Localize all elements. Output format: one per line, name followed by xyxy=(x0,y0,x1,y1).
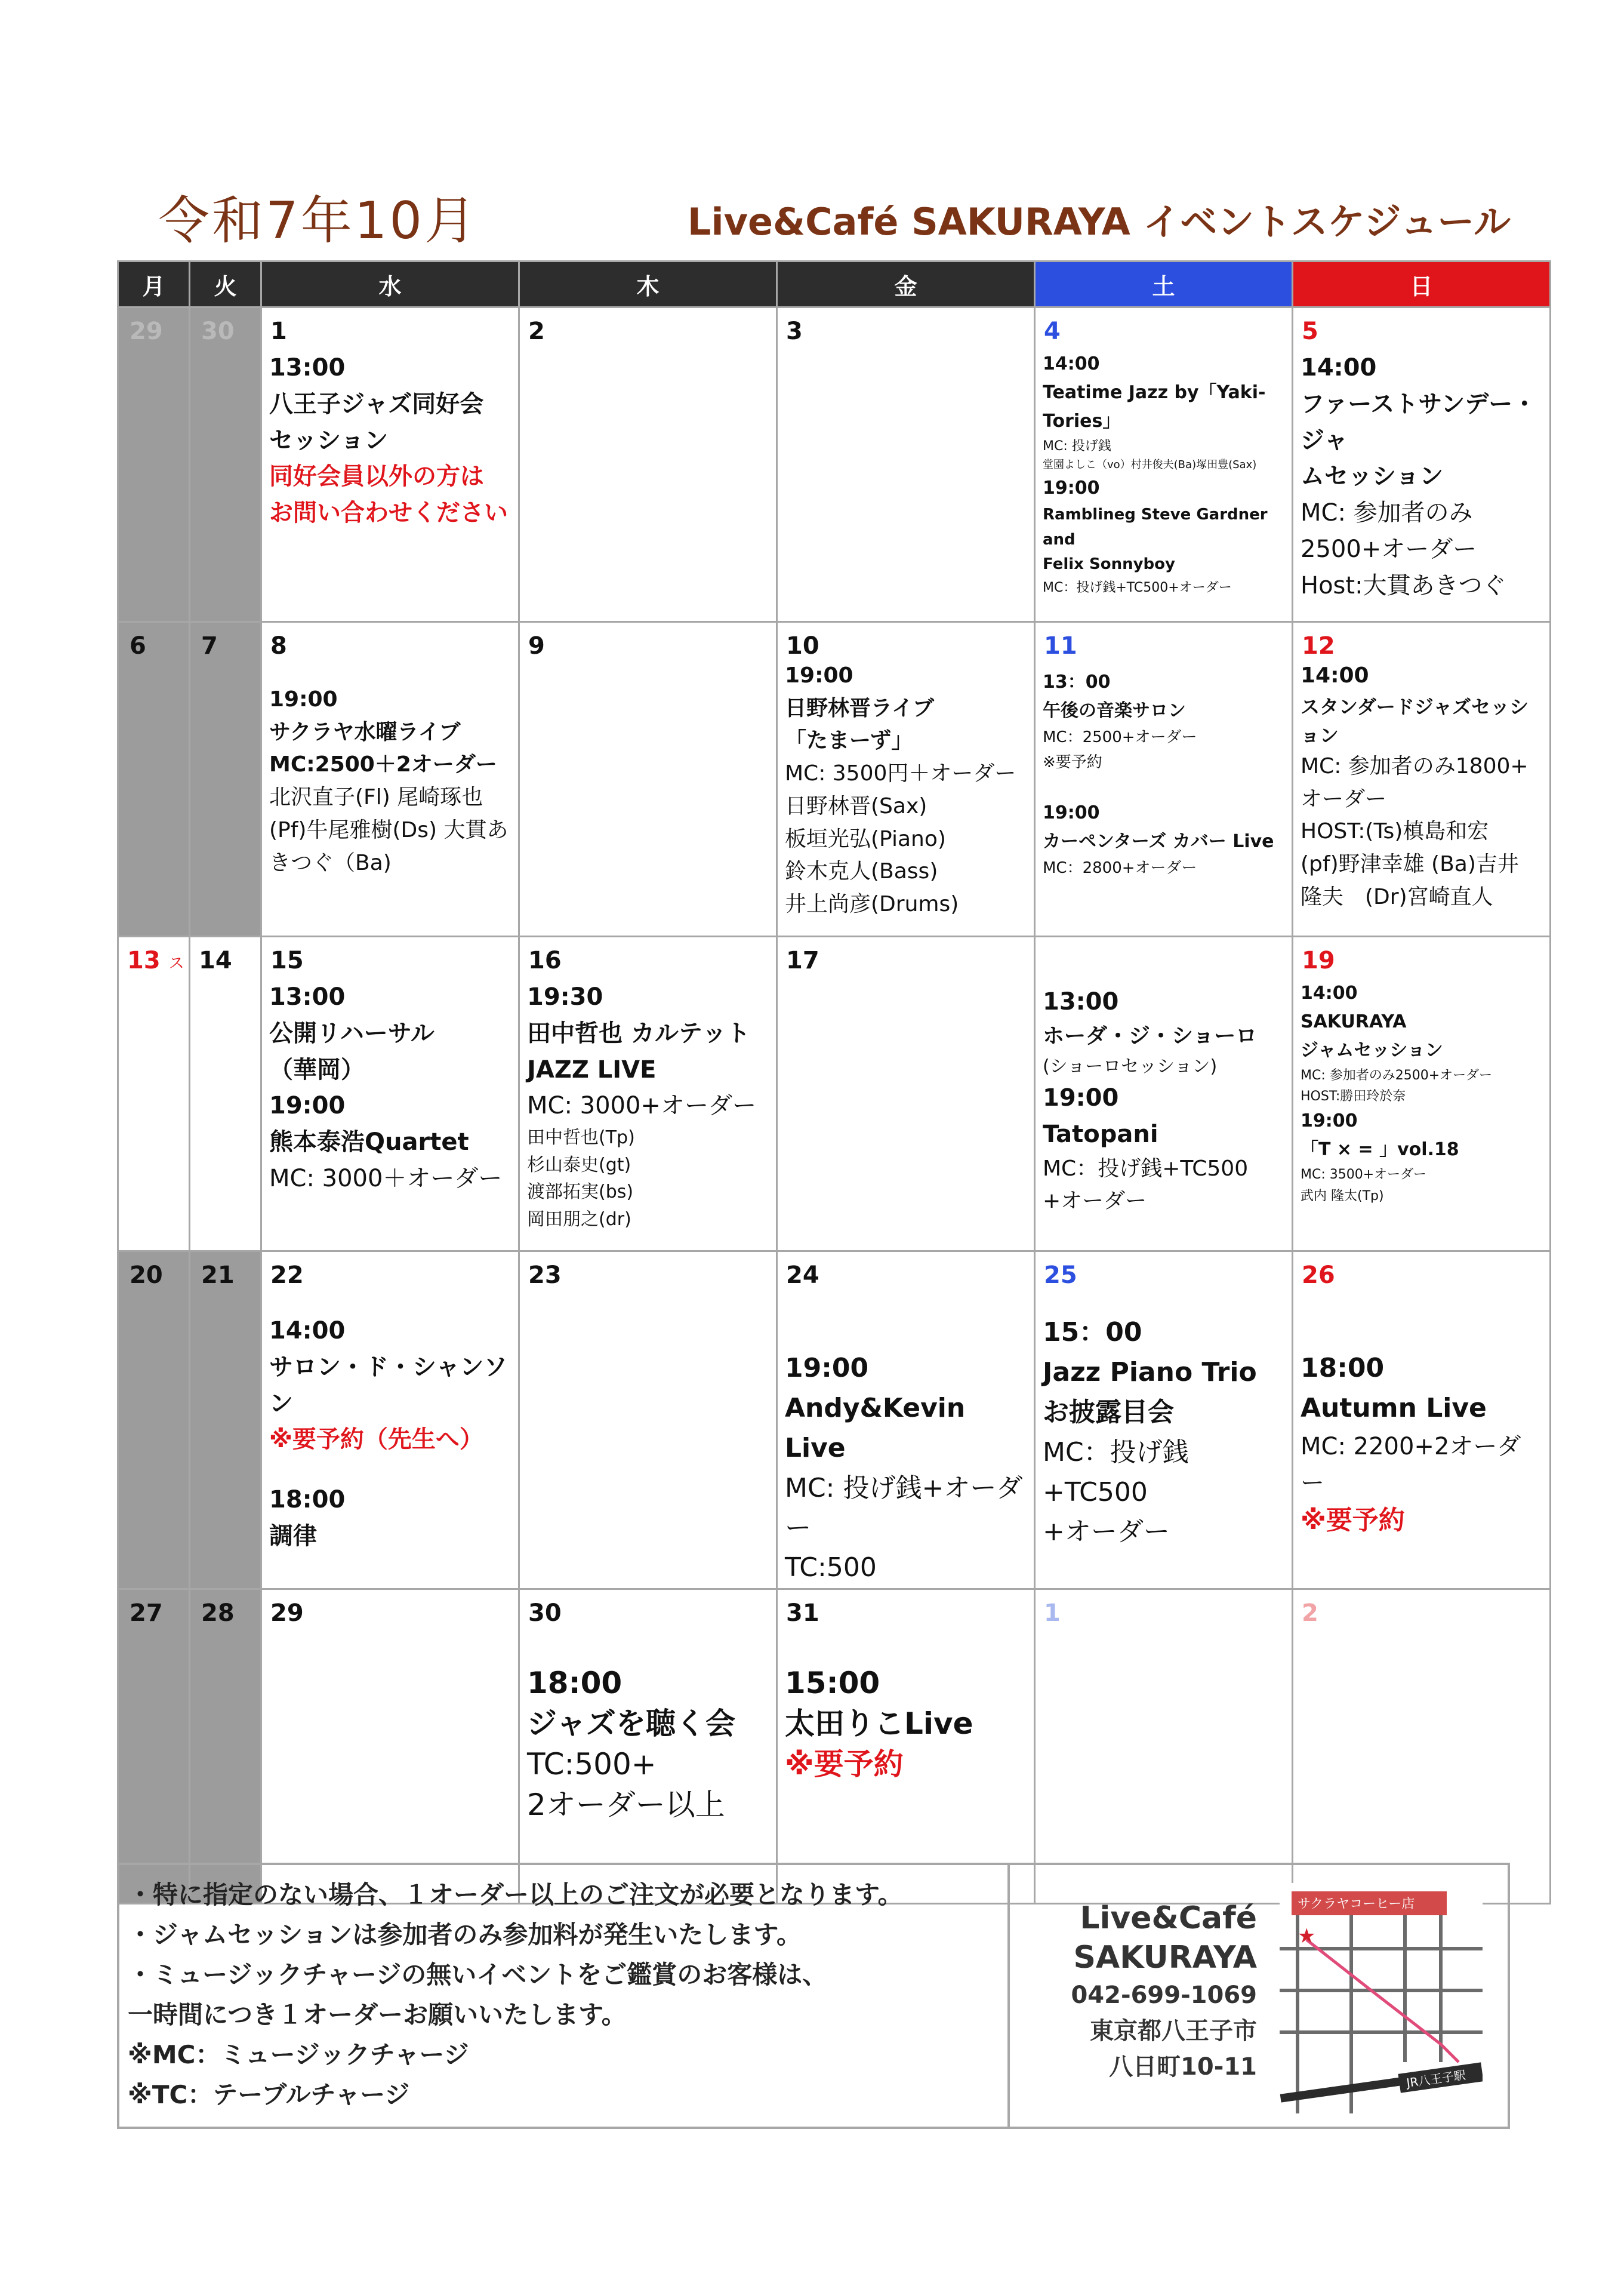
day-cell-thu xyxy=(519,307,777,622)
day-cell-thu xyxy=(519,622,777,937)
event-charge: +オーダー xyxy=(1043,1189,1147,1214)
event-charge: TC:500 xyxy=(785,1552,877,1583)
shop-info-box xyxy=(1007,1863,1510,2129)
event-title: 熊本泰浩Quartet xyxy=(269,1128,469,1156)
day-number: 10 xyxy=(786,632,819,660)
event-note: ※要予約 xyxy=(785,1747,904,1782)
event-title: （華岡） xyxy=(269,1056,365,1084)
event-title: SAKURAYA xyxy=(1301,1011,1407,1032)
event-charge: MC：2800+オーダー xyxy=(1043,859,1197,878)
day-number: 23 xyxy=(528,1262,562,1289)
day-cell-wed xyxy=(261,937,519,1251)
event-title: ジャムセッション xyxy=(1301,1040,1443,1061)
event-time: 15:00 xyxy=(785,1666,880,1701)
day-cell-fri xyxy=(777,937,1035,1251)
event-charge: オーダー xyxy=(1301,786,1387,811)
note-line: 一時間につき１オーダーお願いいたします。 xyxy=(128,2000,627,2029)
day-number: 30 xyxy=(528,1599,562,1627)
event-members: 日野林晋(Sax) xyxy=(785,793,927,819)
day-number: 2 xyxy=(1302,1599,1318,1627)
event-charge: MC: 2200+2オーダー xyxy=(1301,1432,1521,1497)
week-row xyxy=(118,307,1551,622)
event-charge: MC: 参加者のみ xyxy=(1301,499,1473,527)
day-cell-tue xyxy=(190,1251,261,1589)
event-time: 19:00 xyxy=(785,663,853,688)
day-number xyxy=(1036,937,1292,947)
event-members: 杉山泰史(gt) xyxy=(527,1154,631,1176)
event-note: ※要予約 xyxy=(1043,753,1102,771)
event-title: ジャズを聴く会 xyxy=(527,1706,735,1742)
event-title: 午後の音楽サロン xyxy=(1043,700,1186,721)
shop-info xyxy=(1071,1899,1257,2085)
day-number: 1 xyxy=(1044,1599,1061,1627)
event-charge: MC: 3500円＋オーダー xyxy=(785,761,1016,786)
day-number: 9 xyxy=(528,632,545,660)
event-title: 公開リハーサル xyxy=(269,1019,434,1047)
event-block xyxy=(1036,345,1292,598)
event-title: JAZZ LIVE xyxy=(527,1056,657,1084)
event-members: 鈴木克人(Bass) xyxy=(785,859,938,884)
event-members: 北沢直子(Fl) 尾崎琢也 xyxy=(269,785,483,810)
day-cell-sun xyxy=(1293,622,1551,937)
event-time: 18:00 xyxy=(1301,1353,1385,1383)
weekday-mon: 月 xyxy=(118,261,190,307)
event-members: (Pf)牛尾雅樹(Ds) 大貫あ xyxy=(269,817,509,842)
day-number: 7 xyxy=(201,632,218,660)
event-title: サロン・ド・シャンソン xyxy=(269,1353,508,1417)
day-number: 27 xyxy=(130,1599,163,1627)
event-time: 19:00 xyxy=(1043,477,1100,499)
day-number: 21 xyxy=(201,1262,235,1289)
day-cell-fri xyxy=(777,1589,1035,1904)
day-cell-tue xyxy=(190,937,261,1251)
event-title: Teatime Jazz by「Yaki- xyxy=(1043,382,1266,403)
note-line: ・特に指定のない場合、１オーダー以上のご注文が必要となります。 xyxy=(128,1880,903,1909)
event-block xyxy=(778,1289,1034,1588)
event-title: Jazz Piano Trio xyxy=(1043,1356,1257,1387)
event-charge: MC: 3000+オーダー xyxy=(527,1092,756,1120)
shop-address: 八日町10-11 xyxy=(1109,2053,1257,2081)
day-cell-fri xyxy=(777,307,1035,622)
shop-name: SAKURAYA xyxy=(1073,1940,1257,1976)
event-title: 日野林晋ライブ xyxy=(785,696,934,721)
event-charge: MC: 投げ銭 xyxy=(1043,439,1111,454)
day-cell-wed xyxy=(261,622,519,937)
event-time: 19:30 xyxy=(527,983,603,1011)
event-charge: MC:2500＋2オーダー xyxy=(269,752,497,777)
day-number: 22 xyxy=(270,1262,304,1289)
event-block xyxy=(1293,345,1549,604)
event-time: 19:00 xyxy=(1043,1084,1119,1112)
day-cell-fri xyxy=(777,1251,1035,1589)
access-map xyxy=(1280,1883,1483,2113)
weekday-tue: 火 xyxy=(190,261,261,307)
day-cell-mon xyxy=(118,937,190,1251)
day-cell-sat xyxy=(1035,307,1293,622)
event-members: 井上尚彦(Drums) xyxy=(785,892,959,917)
event-time: 14:00 xyxy=(1301,663,1369,688)
event-time: 19:00 xyxy=(269,687,338,712)
day-number: 15 xyxy=(270,947,304,974)
day-cell-mon xyxy=(118,1589,190,1904)
event-subtitle: (ショーロセッション) xyxy=(1043,1056,1218,1077)
event-charge: MC：投げ銭+TC500 xyxy=(1043,1156,1249,1181)
day-cell-wed xyxy=(261,1251,519,1589)
event-block xyxy=(1036,947,1292,1218)
day-number: 6 xyxy=(130,632,146,660)
week-row xyxy=(118,1251,1551,1589)
day-number: 25 xyxy=(1044,1262,1077,1289)
day-number: 17 xyxy=(786,947,819,974)
day-number: 31 xyxy=(786,1599,819,1627)
day-number-value: 13 xyxy=(127,947,161,974)
day-number: 3 xyxy=(786,318,803,345)
event-title: Tories」 xyxy=(1043,411,1121,432)
day-number: 1 xyxy=(270,318,287,345)
weekday-sun: 日 xyxy=(1293,261,1551,307)
event-block xyxy=(520,1627,776,1825)
day-cell-tue xyxy=(190,622,261,937)
event-block xyxy=(262,974,518,1197)
shop-name: Live&Café xyxy=(1080,1900,1257,1936)
weekday-sat: 土 xyxy=(1035,261,1293,307)
event-note: ※要予約（先生へ） xyxy=(269,1426,483,1454)
event-members: きつぐ（Ba) xyxy=(269,850,392,875)
event-time: 14:00 xyxy=(269,1317,346,1344)
day-number xyxy=(119,937,189,974)
event-time: 19:00 xyxy=(1301,1110,1358,1132)
day-number: 19 xyxy=(1302,947,1335,974)
day-number: 11 xyxy=(1044,632,1077,660)
day-cell-sun xyxy=(1293,937,1551,1251)
shop-phone: 042-699-1069 xyxy=(1071,1982,1257,2009)
event-title: Ramblineg Steve Gardner and xyxy=(1043,505,1268,549)
event-time: 18:00 xyxy=(269,1486,346,1514)
day-cell-sat xyxy=(1035,1589,1293,1904)
event-charge: MC: 参加者のみ2500+オーダー xyxy=(1301,1068,1493,1083)
event-charge: MC: 3000＋オーダー xyxy=(269,1164,503,1192)
day-number: 30 xyxy=(201,318,235,345)
day-number-suffix: ス xyxy=(168,955,184,973)
event-note: ※要予約 xyxy=(1301,1505,1405,1536)
day-cell-sun xyxy=(1293,1251,1551,1589)
weekday-thu: 木 xyxy=(519,261,777,307)
event-charge: MC：投げ銭+TC500+オーダー xyxy=(1043,580,1232,595)
event-block xyxy=(1036,1289,1292,1552)
event-host: 隆夫 (Dr)宮崎直人 xyxy=(1301,884,1493,909)
event-charge: MC：2500+オーダー xyxy=(1043,728,1197,746)
event-block xyxy=(262,1289,518,1555)
event-charge: MC: 投げ銭+オーダー xyxy=(785,1472,1023,1543)
event-block xyxy=(520,974,776,1233)
page-subtitle: Live&Café SAKURAYA イベントスケジュール xyxy=(687,200,1511,244)
calendar-table xyxy=(117,260,1551,1904)
day-number: 8 xyxy=(270,632,287,660)
day-number: 4 xyxy=(1044,318,1061,345)
day-cell-sat xyxy=(1035,937,1293,1251)
event-note: 同好会員以外の方は xyxy=(269,463,484,491)
event-time: 14:00 xyxy=(1301,354,1377,381)
event-time: 14:00 xyxy=(1301,983,1358,1004)
event-members: 堂園よしこ（vo）村井俊夫(Ba)塚田豊(Sax) xyxy=(1043,459,1257,472)
event-title: ムセッション xyxy=(1301,463,1444,491)
week-row xyxy=(118,622,1551,937)
event-members: 武内 隆太(Tp) xyxy=(1301,1188,1384,1204)
day-number: 5 xyxy=(1302,318,1318,345)
event-title: お披露目会 xyxy=(1043,1396,1174,1427)
map-graphic xyxy=(1280,1883,1483,2113)
day-number: 29 xyxy=(130,318,163,345)
day-cell-sun xyxy=(1293,1589,1551,1904)
event-title: 「T × = 」vol.18 xyxy=(1301,1139,1459,1161)
day-number: 26 xyxy=(1302,1262,1335,1289)
page-title: 令和7年10月 xyxy=(158,191,479,251)
day-number: 20 xyxy=(130,1262,163,1289)
event-title: 八王子ジャズ同好会 xyxy=(269,390,484,418)
event-title: Andy&Kevin Live xyxy=(785,1392,966,1463)
day-cell-fri xyxy=(777,622,1035,937)
event-title: Tatopani xyxy=(1043,1120,1158,1148)
event-block xyxy=(262,345,518,531)
event-block xyxy=(1293,974,1549,1207)
event-time: 13：00 xyxy=(1043,672,1111,693)
event-time: 18:00 xyxy=(527,1666,623,1701)
notes-box xyxy=(117,1863,1007,2129)
day-number: 28 xyxy=(201,1599,235,1627)
event-title: スタンダードジャズセッション xyxy=(1301,695,1529,747)
weekday-fri: 金 xyxy=(777,261,1035,307)
event-charge: MC：投げ銭+TC500 xyxy=(1043,1436,1189,1507)
event-time: 15：00 xyxy=(1043,1317,1142,1347)
shop-address: 東京都八王子市 xyxy=(1090,2017,1257,2045)
day-cell-wed xyxy=(261,307,519,622)
note-line: ・ジャムセッションは参加者のみ参加料が発生いたします。 xyxy=(128,1920,802,1949)
day-number: 29 xyxy=(270,1599,304,1627)
event-members: 岡田朋之(dr) xyxy=(527,1208,631,1230)
event-title: ファーストサンデー・ジャ xyxy=(1301,390,1537,454)
event-charge: TC:500+ xyxy=(527,1747,657,1782)
event-block xyxy=(778,1627,1034,1784)
event-title: 田中哲也 カルテット xyxy=(527,1019,750,1047)
event-note: お問い合わせください xyxy=(269,499,508,527)
day-cell-tue xyxy=(190,307,261,622)
day-number: 12 xyxy=(1302,632,1335,660)
event-charge: MC: 参加者のみ1800+ xyxy=(1301,753,1529,779)
event-time: 13:00 xyxy=(1043,988,1119,1016)
event-charge: 2オーダー以上 xyxy=(527,1787,725,1823)
day-number: 24 xyxy=(786,1262,819,1289)
event-title: 調律 xyxy=(269,1522,317,1550)
note-line: ・ミュージックチャージの無いイベントをご鑑賞のお客様は、 xyxy=(128,1960,828,1989)
event-time: 19:00 xyxy=(1043,802,1100,824)
note-line: ※TC：テーブルチャージ xyxy=(128,2080,410,2109)
note-line: ※MC：ミュージックチャージ xyxy=(128,2040,469,2069)
day-cell-sat xyxy=(1035,622,1293,937)
event-title: ホーダ・ジ・ショーロ xyxy=(1043,1023,1258,1048)
day-number: 2 xyxy=(528,318,545,345)
event-block xyxy=(1293,660,1549,914)
event-block xyxy=(1036,660,1292,881)
day-cell-thu xyxy=(519,937,777,1251)
event-block xyxy=(778,660,1034,921)
event-members: 渡部拓実(bs) xyxy=(527,1182,634,1203)
day-cell-mon xyxy=(118,622,190,937)
day-cell-mon xyxy=(118,1251,190,1589)
map-label: サクラヤコーヒー店 xyxy=(1298,1897,1415,1912)
event-block xyxy=(262,660,518,879)
week-row xyxy=(118,937,1551,1251)
day-number: 16 xyxy=(528,947,562,974)
day-cell-mon xyxy=(118,307,190,622)
event-block xyxy=(1293,1289,1549,1541)
event-charge: 2500+オーダー xyxy=(1301,535,1477,563)
event-time: 14:00 xyxy=(1043,353,1100,374)
day-number: 14 xyxy=(199,947,232,974)
event-members: 板垣光弘(Piano) xyxy=(785,826,946,851)
event-charge: MC: 3500+オーダー xyxy=(1301,1167,1427,1183)
weekday-header-row xyxy=(118,261,1551,307)
event-time: 19:00 xyxy=(785,1353,869,1383)
event-charge: +オーダー xyxy=(1043,1516,1170,1547)
event-title: セッション xyxy=(269,426,389,454)
event-title: Autumn Live xyxy=(1301,1392,1487,1423)
event-host: (pf)野津幸雄 (Ba)吉井 xyxy=(1301,852,1519,877)
day-cell-thu xyxy=(519,1251,777,1589)
event-title: 「たまーず」 xyxy=(785,728,913,753)
event-host: Host:大貫あきつぐ xyxy=(1301,571,1506,599)
day-cell-sat xyxy=(1035,1251,1293,1589)
event-members: 田中哲也(Tp) xyxy=(527,1127,635,1149)
event-host: HOST:勝田玲於奈 xyxy=(1301,1089,1406,1104)
day-cell-thu xyxy=(519,1589,777,1904)
event-title: カーペンターズ カバー Live xyxy=(1043,831,1274,853)
event-host: HOST:(Ts)槙島和宏 xyxy=(1301,819,1489,844)
event-title: 太田りこLive xyxy=(785,1706,973,1742)
week-row xyxy=(118,1589,1551,1904)
station-label: JR八王子駅 xyxy=(1406,2067,1467,2090)
event-title: Felix Sonnyboy xyxy=(1043,555,1175,574)
event-time: 13:00 xyxy=(269,354,346,381)
event-time: 13:00 xyxy=(269,983,346,1011)
day-cell-sun xyxy=(1293,307,1551,622)
weekday-wed: 水 xyxy=(261,261,519,307)
event-title: サクラヤ水曜ライブ xyxy=(269,719,461,744)
event-time: 19:00 xyxy=(269,1092,346,1120)
shop-marker-icon: ★ xyxy=(1298,1924,1316,1948)
day-cell-wed xyxy=(261,1589,519,1904)
day-cell-tue xyxy=(190,1589,261,1904)
